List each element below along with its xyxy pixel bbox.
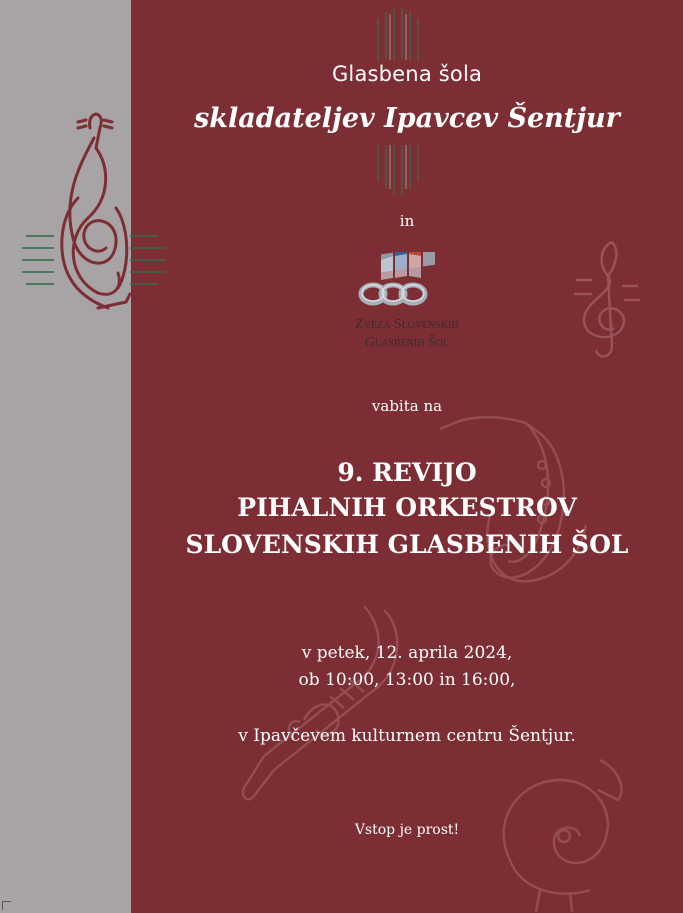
- connector-text: in: [399, 212, 415, 230]
- event-title-line2: PIHALNIH ORKESTROV: [237, 493, 577, 522]
- event-date: v petek, 12. aprila 2024,: [301, 643, 513, 663]
- school-name-line1: Glasbena šola: [331, 62, 483, 86]
- crop-mark: [2, 901, 11, 910]
- event-venue: v Ipavčevem kulturnem centru Šentjur.: [238, 726, 576, 746]
- trumpet-watermark-icon: [234, 600, 414, 810]
- admission-note: Vstop je prost!: [354, 822, 460, 838]
- linked-rings-books-logo-icon: [355, 252, 445, 310]
- bottom-ornament-icon: [370, 145, 430, 195]
- school-name-line2: skladateljev Ipavcev Šentjur: [194, 103, 620, 134]
- event-title-line3: SLOVENSKIH GLASBENIH ŠOL: [185, 530, 629, 559]
- logo-text-line2: Glasbenih Šol: [364, 335, 450, 350]
- top-ornament-icon: [370, 8, 430, 62]
- invite-text: vabita na: [371, 397, 443, 415]
- logo-text-line1: Zveza Slovenskih: [355, 317, 459, 332]
- event-title-line1: 9. REVIJO: [337, 458, 477, 487]
- event-times: ob 10:00, 13:00 in 16:00,: [298, 670, 516, 690]
